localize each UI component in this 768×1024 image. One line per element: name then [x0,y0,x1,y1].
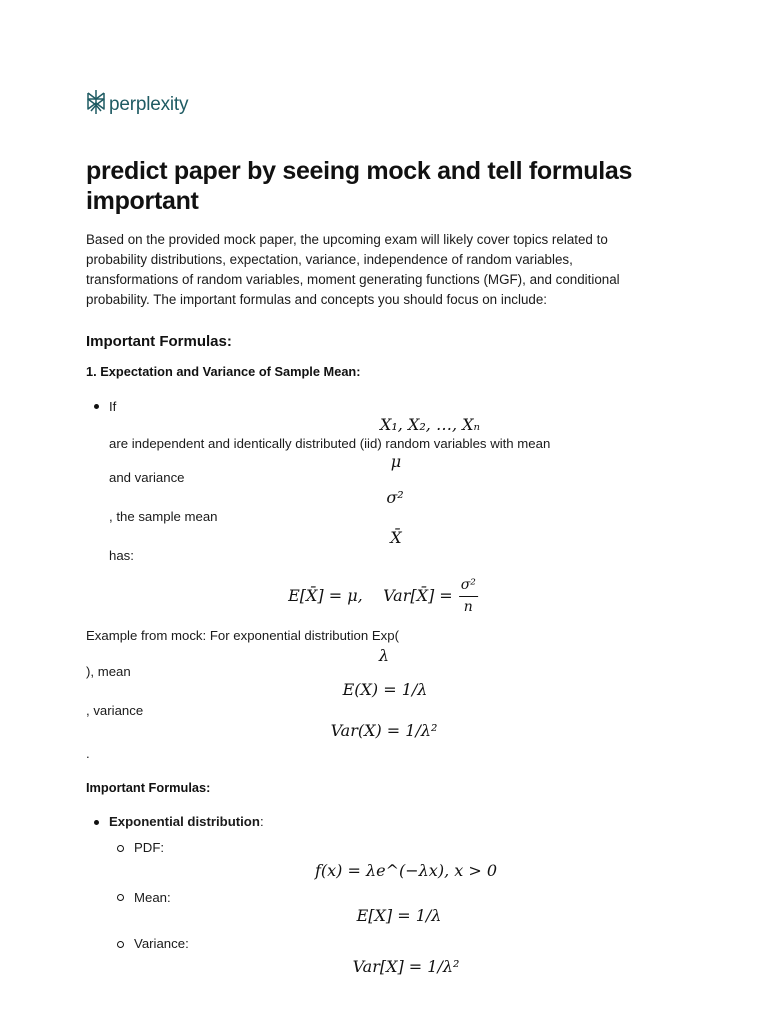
formula-pdf: f(x) = λe^(−λx), x > 0 [314,861,498,880]
example-text-2: ), mean [86,664,131,679]
exponential-label: Exponential distribution [109,814,260,829]
brand-logo[interactable] [86,89,188,120]
bullet-marker [94,820,99,825]
mean-label: Mean: [134,890,171,905]
bullet-marker [94,404,99,409]
text-if: If [109,399,117,414]
math-exp-variance: Var(X) = 1/λ² [330,721,438,740]
pdf-label: PDF: [134,840,165,855]
fraction [459,576,478,616]
perplexity-logo-icon [86,89,106,120]
text-has: has: [109,548,134,563]
math-x-bar: X̄ [390,528,402,547]
sub-bullet-marker [117,845,124,852]
example-text-3: , variance [86,703,144,718]
formula-sample-mean [288,576,478,616]
brand-name: perplexity [109,93,189,115]
text-and-variance: and variance [109,470,185,485]
math-sigma-squared: σ² [386,488,404,507]
intro-paragraph: Based on the provided mock paper, the upcoming exam will likely cover topics related to probability distributions, expectation, variance, independence of random variables, transformations of random variables, moment generating functions (MGF), and conditional probability. The important formulas and concepts you should focus on include: [86,232,620,307]
formula-sample-mean-lhs: E[X̄] = μ, Var[X̄] = [288,586,453,605]
text-sample-mean: , the sample mean [109,509,218,524]
section-heading: Important Formulas: [86,333,232,350]
exponential-suffix: : [259,814,264,829]
formula-mean: E[X] = 1/λ [356,906,442,925]
math-mu: μ [390,452,402,471]
example-text-4: . [86,746,90,761]
subsection-heading-sample-mean: 1. Expectation and Variance of Sample Mean: [86,364,361,379]
variance-label: Variance: [134,936,189,951]
math-lambda: λ [378,646,390,665]
math-exp-mean: E(X) = 1/λ [342,680,428,699]
sub-bullet-marker [117,894,124,901]
sub-bullet-marker [117,941,124,948]
page-title: predict paper by seeing mock and tell formulas important [86,157,633,215]
fraction-numerator: σ² [459,576,478,597]
text-iid: are independent and identically distributed (iid) random variables with mean [109,436,551,451]
formula-variance: Var[X] = 1/λ² [352,957,460,976]
example-text-1: Example from mock: For exponential distribution Exp( [86,628,399,643]
fraction-denominator: n [463,599,473,615]
exponential-bullet [109,814,264,830]
math-iid-variables: X₁, X₂, …, Xₙ [380,415,480,434]
subsection-heading-formulas: Important Formulas: [86,780,211,795]
